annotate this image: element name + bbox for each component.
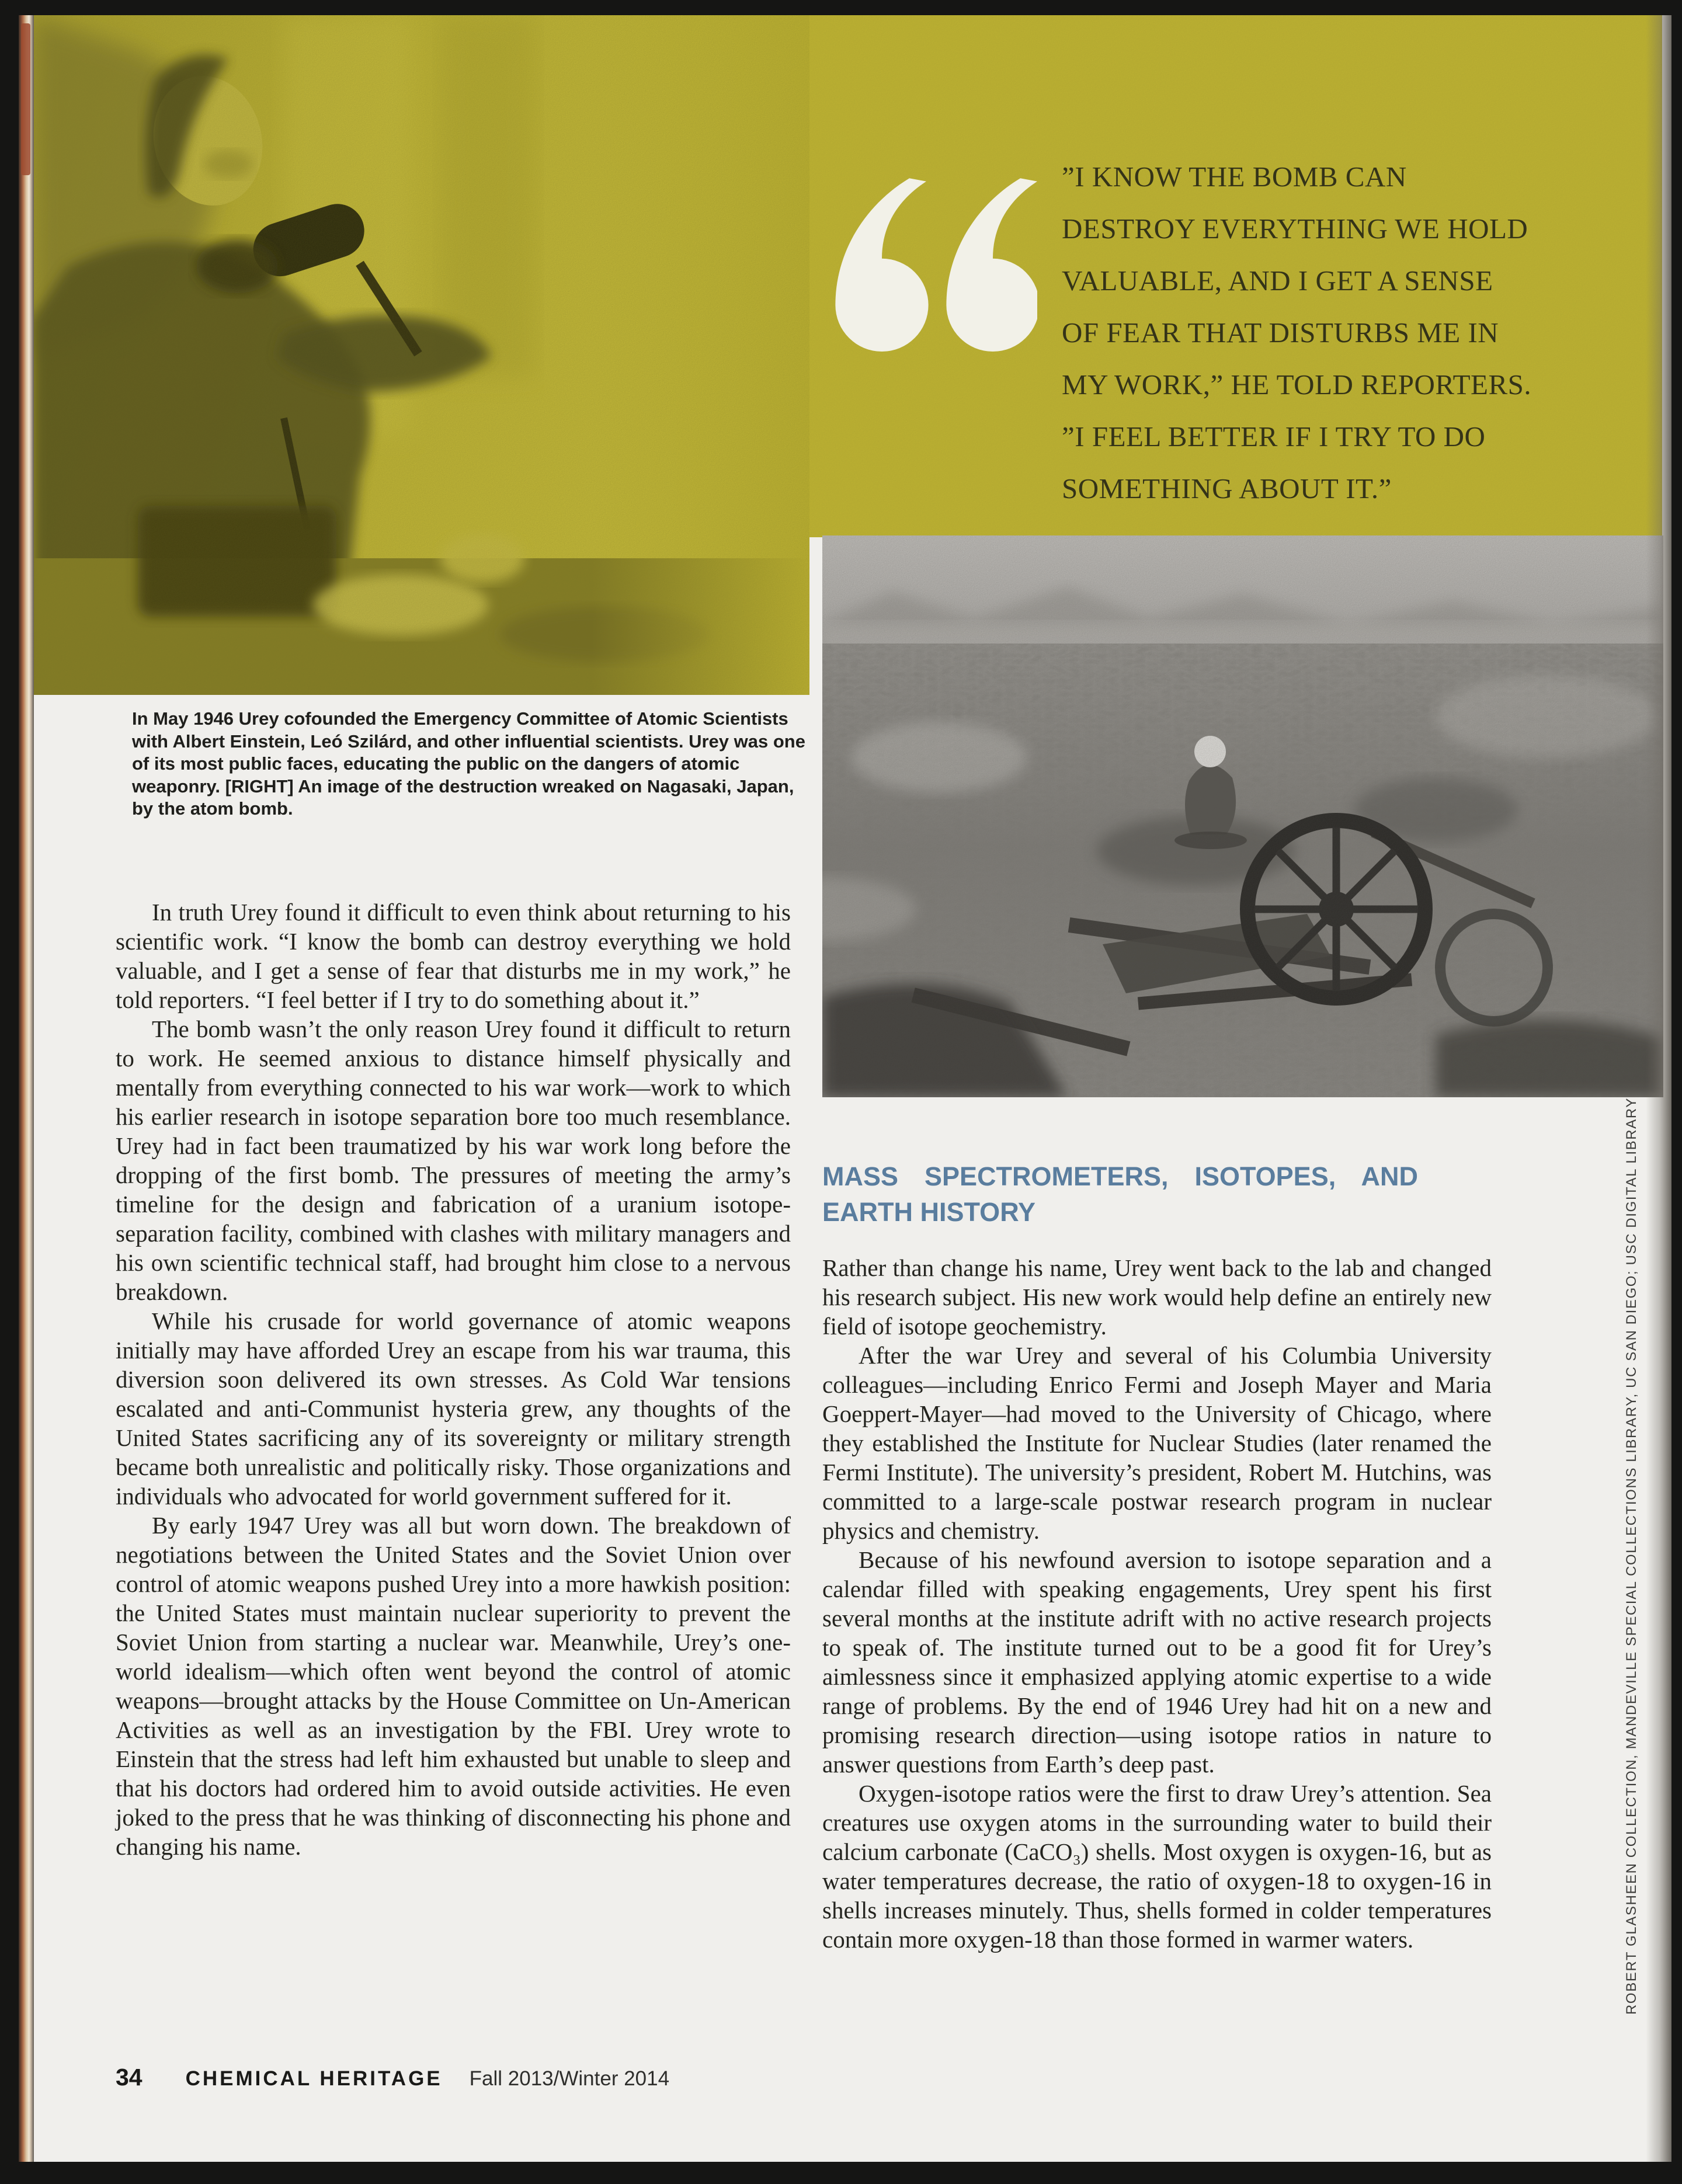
pull-quote-line: SOMETHING ABOUT IT.” — [1062, 472, 1392, 505]
photo-caption: In May 1946 Urey cofounded the Emergency Committee of Atomic Scientists with Albert Einstein, Leó Szilárd, and other influential scientists. Urey was one of its most public faces, educating the public on the dangers of atomic weaponry. [RIGHT] An image of the destruction wreaked on Nagasaki, Japan, by the atom bomb. — [132, 708, 805, 819]
page-footer — [116, 2064, 669, 2091]
pull-quote-line: MY WORK,” HE TOLD REPORTERS. — [1062, 368, 1532, 401]
pull-quote-line: OF FEAR THAT DISTURBS ME IN — [1062, 317, 1499, 349]
body-paragraph: Oxygen-isotope ratios were the first to draw Urey’s attention. Sea creatures use oxygen atoms in the surrounding water to build their calcium carbonate (CaCO₃) shells. Most oxygen is oxygen-16, but as water temperatures decrease, the ratio of oxygen-18 to oxygen-16 in shells increases minutely. Thus, shells formed in colder temperatures contain more oxygen-18 than those formed in warmer waters. — [822, 1780, 1492, 1953]
body-paragraph: The bomb wasn’t the only reason Urey found it difficult to return to work. He seemed anxious to distance himself physically and mentally from everything connected to his war work—work to which his earlier research in isotope separation bore too much resemblance. Urey had in fact been traumatized by his war work long before the dropping of the first bomb. The pressures of meeting the army’s timeline for the design and fabrication of a uranium isotope-separation facility, combined with clashes with military managers and his own scientific technical staff, had brought him close to a nervous breakdown. — [116, 1016, 791, 1305]
pull-quote-line: ”I KNOW THE BOMB CAN — [1062, 161, 1407, 193]
page-number: 34 — [116, 2064, 143, 2091]
right-page-edge — [1646, 15, 1671, 2162]
body-paragraph: After the war Urey and several of his Columbia University colleagues—including Enrico Fermi and Joseph Mayer and Maria Goeppert-Mayer—had moved to the University of Chicago, where they established the Institute for Nuclear Studies (later renamed the Fermi Institute). The university’s president, Robert M. Hutchins, was committed to a large-scale postwar research program in nuclear physics and chemistry. — [822, 1342, 1492, 1544]
body-paragraph: Rather than change his name, Urey went back to the lab and changed his research subject. His new work would help define an entirely new field of isotope geochemistry. — [822, 1254, 1492, 1340]
article-column-right — [822, 1159, 1492, 1954]
body-paragraph: Because of his newfound aversion to isotope separation and a calendar filled with speaking engagements, Urey spent his first several months at the institute adrift with no active research projects to speak of. The institute turned out to be a good fit for Urey’s aimlessness since it emphasized applying atomic expertise to a wide range of problems. By the end of 1946 Urey had hit on a new and promising research direction—using isotope ratios in nature to answer questions from Earth’s deep past. — [822, 1546, 1492, 1778]
left-page-edge — [19, 15, 34, 2162]
pull-quote-line: DESTROY EVERYTHING WE HOLD — [1062, 213, 1528, 245]
body-paragraph: While his crusade for world governance of atomic weapons initially may have afforded Urey an escape from his war trauma, this diversion soon delivered its own stresses. As Cold War tensions escalated and anti-Communist hysteria grew, any thoughts of the United States sacrificing any of its sovereignty or military strength became both unrealistic and politically risky. Those organizations and individuals who advocated for world government suffered for it. — [116, 1307, 791, 1510]
pull-quote — [1062, 151, 1541, 514]
issue-date: Fall 2013/Winter 2014 — [469, 2067, 670, 2090]
magazine-title: CHEMICAL HERITAGE — [185, 2067, 443, 2090]
body-paragraph: In truth Urey found it difficult to even think about returning to his scientific work. “I know the bomb can destroy everything we hold valuable, and I get a sense of fear that disturbs me in my work,” he told reporters. “I feel better if I try to do something about it.” — [116, 899, 791, 1013]
nagasaki-destruction-photo — [822, 535, 1663, 1097]
article-column-left — [116, 898, 791, 1861]
left-page-edge-mark — [21, 23, 30, 175]
body-paragraph: By early 1947 Urey was all but worn down. The breakdown of negotiations between the United States and the Soviet Union over control of atomic weapons pushed Urey into a more hawkish position: the United States must maintain nuclear superiority to prevent the Soviet Union from starting a nuclear war. Meanwhile, Urey’s one-world idealism—which often went beyond the control of atomic weapons—brought attacks by the House Committee on Un-American Activities as well as an investigation by the FBI. Urey wrote to Einstein that the stress had left him exhausted but unable to sleep and that his doctors had ordered him to avoid outside activities. He even joked to the press that he was thinking of disconnecting his phone and changing his name. — [116, 1512, 791, 1860]
urey-press-conference-photo — [33, 15, 809, 695]
photo-credit: ROBERT GLASHEEN COLLECTION, MANDEVILLE SPECIAL COLLECTIONS LIBRARY, UC SAN DIEGO; USC DIGITAL LIBRARY — [1624, 1097, 1639, 2015]
pull-quote-line: VALUABLE, AND I GET A SENSE — [1062, 265, 1493, 297]
section-heading: MASS SPECTROMETERS, ISOTOPES, AND EARTH HISTORY — [822, 1161, 1418, 1227]
pull-quote-line: ”I FEEL BETTER IF I TRY TO DO — [1062, 420, 1486, 453]
quote-mark-icon — [815, 164, 1037, 362]
